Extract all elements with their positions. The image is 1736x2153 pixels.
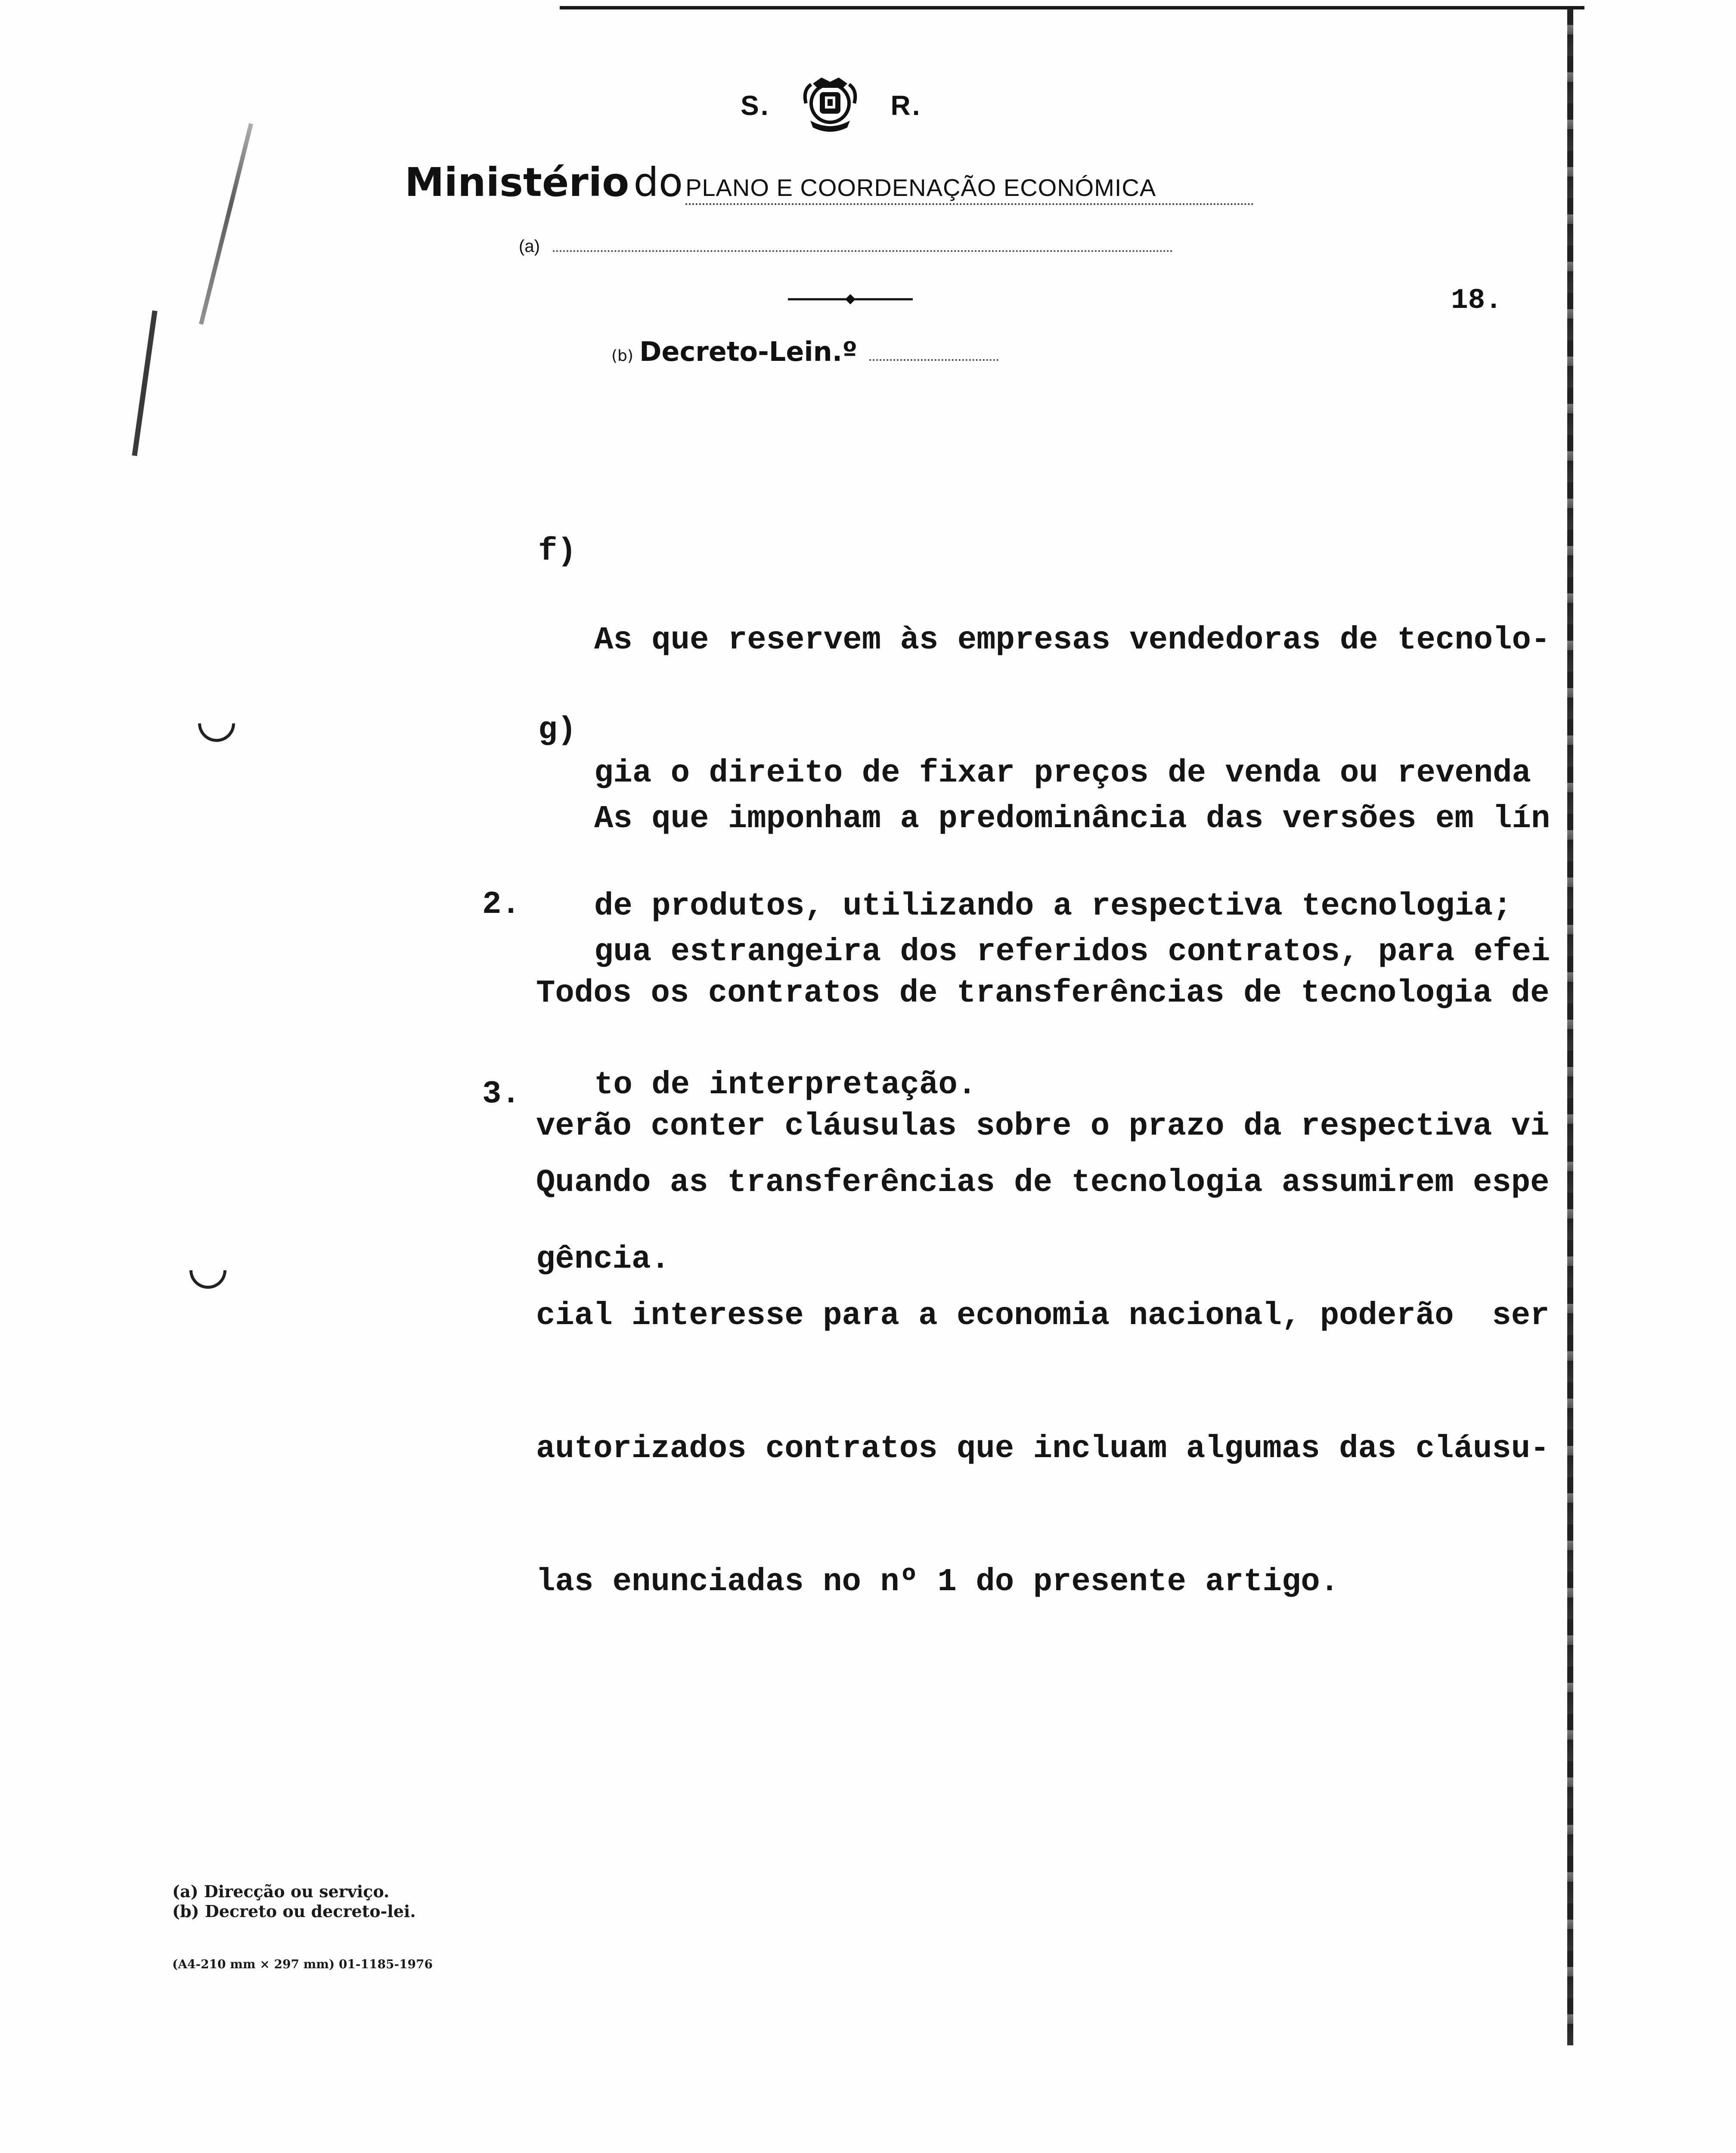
clause-line: gência. — [536, 1241, 670, 1278]
republic-heading — [741, 73, 921, 138]
clause-line: cial interesse para a economia nacional, poderão ser — [536, 1298, 1550, 1334]
field-a-dotted-line — [553, 246, 1173, 252]
clause-line: verão conter cláusulas sobre o prazo da respectiva vi — [536, 1108, 1550, 1145]
coat-of-arms-icon — [800, 73, 860, 138]
clause-label: 3. — [482, 1076, 521, 1112]
clause-line: de produtos, utilizando a respectiva tecnologia; — [594, 888, 1512, 924]
footnotes — [172, 1882, 416, 1921]
form-reference: (A4-210 mm × 297 mm) 01-1185-1976 — [172, 1957, 433, 1971]
footnote-a: (a) Direcção ou serviço. — [172, 1882, 390, 1901]
decree-line — [611, 336, 998, 367]
clause-line: gia o direito de fixar preços de venda ou revenda — [594, 755, 1531, 791]
clause-label: g) — [538, 712, 577, 748]
ministry-line — [405, 159, 1254, 205]
clause-text — [536, 1072, 1550, 1693]
direction-field — [519, 237, 1173, 256]
decree-marker: (b) — [611, 347, 633, 365]
scan-right-edge — [1567, 9, 1573, 2045]
ministry-connector: do — [633, 159, 683, 205]
ministry-name: PLANO E COORDENAÇÃO ECONÓMICA — [685, 174, 1254, 205]
clause-line: to de interpretação. — [594, 1067, 977, 1103]
clause-line: gua estrangeira dos referidos contratos, para efei — [594, 934, 1550, 970]
punch-hole-mark-lower — [189, 1270, 226, 1289]
decree-label: Decreto-Lein.º — [639, 336, 858, 367]
clause-line: As que reservem às empresas vendedoras de tecnolo- — [594, 622, 1550, 658]
ornament-divider — [788, 293, 913, 306]
clause-line: autorizados contratos que incluam algumas das cláusu- — [536, 1431, 1550, 1467]
clause-label: 2. — [482, 887, 521, 923]
scan-top-edge — [560, 6, 1584, 9]
scan-left-mark-upper — [199, 123, 253, 325]
clause-line: Quando as transferências de tecnologia assumirem espe — [536, 1165, 1550, 1201]
r-letter: R. — [890, 90, 922, 121]
punch-hole-mark-upper — [198, 723, 235, 742]
clause-line: Todos os contratos de transferências de tecnologia de — [536, 975, 1550, 1011]
ministry-prefix: Ministério — [405, 159, 629, 205]
scan-left-mark — [132, 310, 157, 456]
clause-line: las enunciadas no nº 1 do presente artigo. — [536, 1564, 1339, 1600]
clause-line: As que imponham a predominância das versões em lín — [594, 801, 1550, 837]
footnote-b: (b) Decreto ou decreto-lei. — [172, 1902, 416, 1921]
clause-label: f) — [538, 534, 577, 570]
page-number: 18. — [1451, 284, 1502, 316]
s-letter: S. — [741, 90, 770, 121]
field-a-marker: (a) — [519, 237, 540, 256]
decree-dotted-line — [869, 356, 998, 361]
